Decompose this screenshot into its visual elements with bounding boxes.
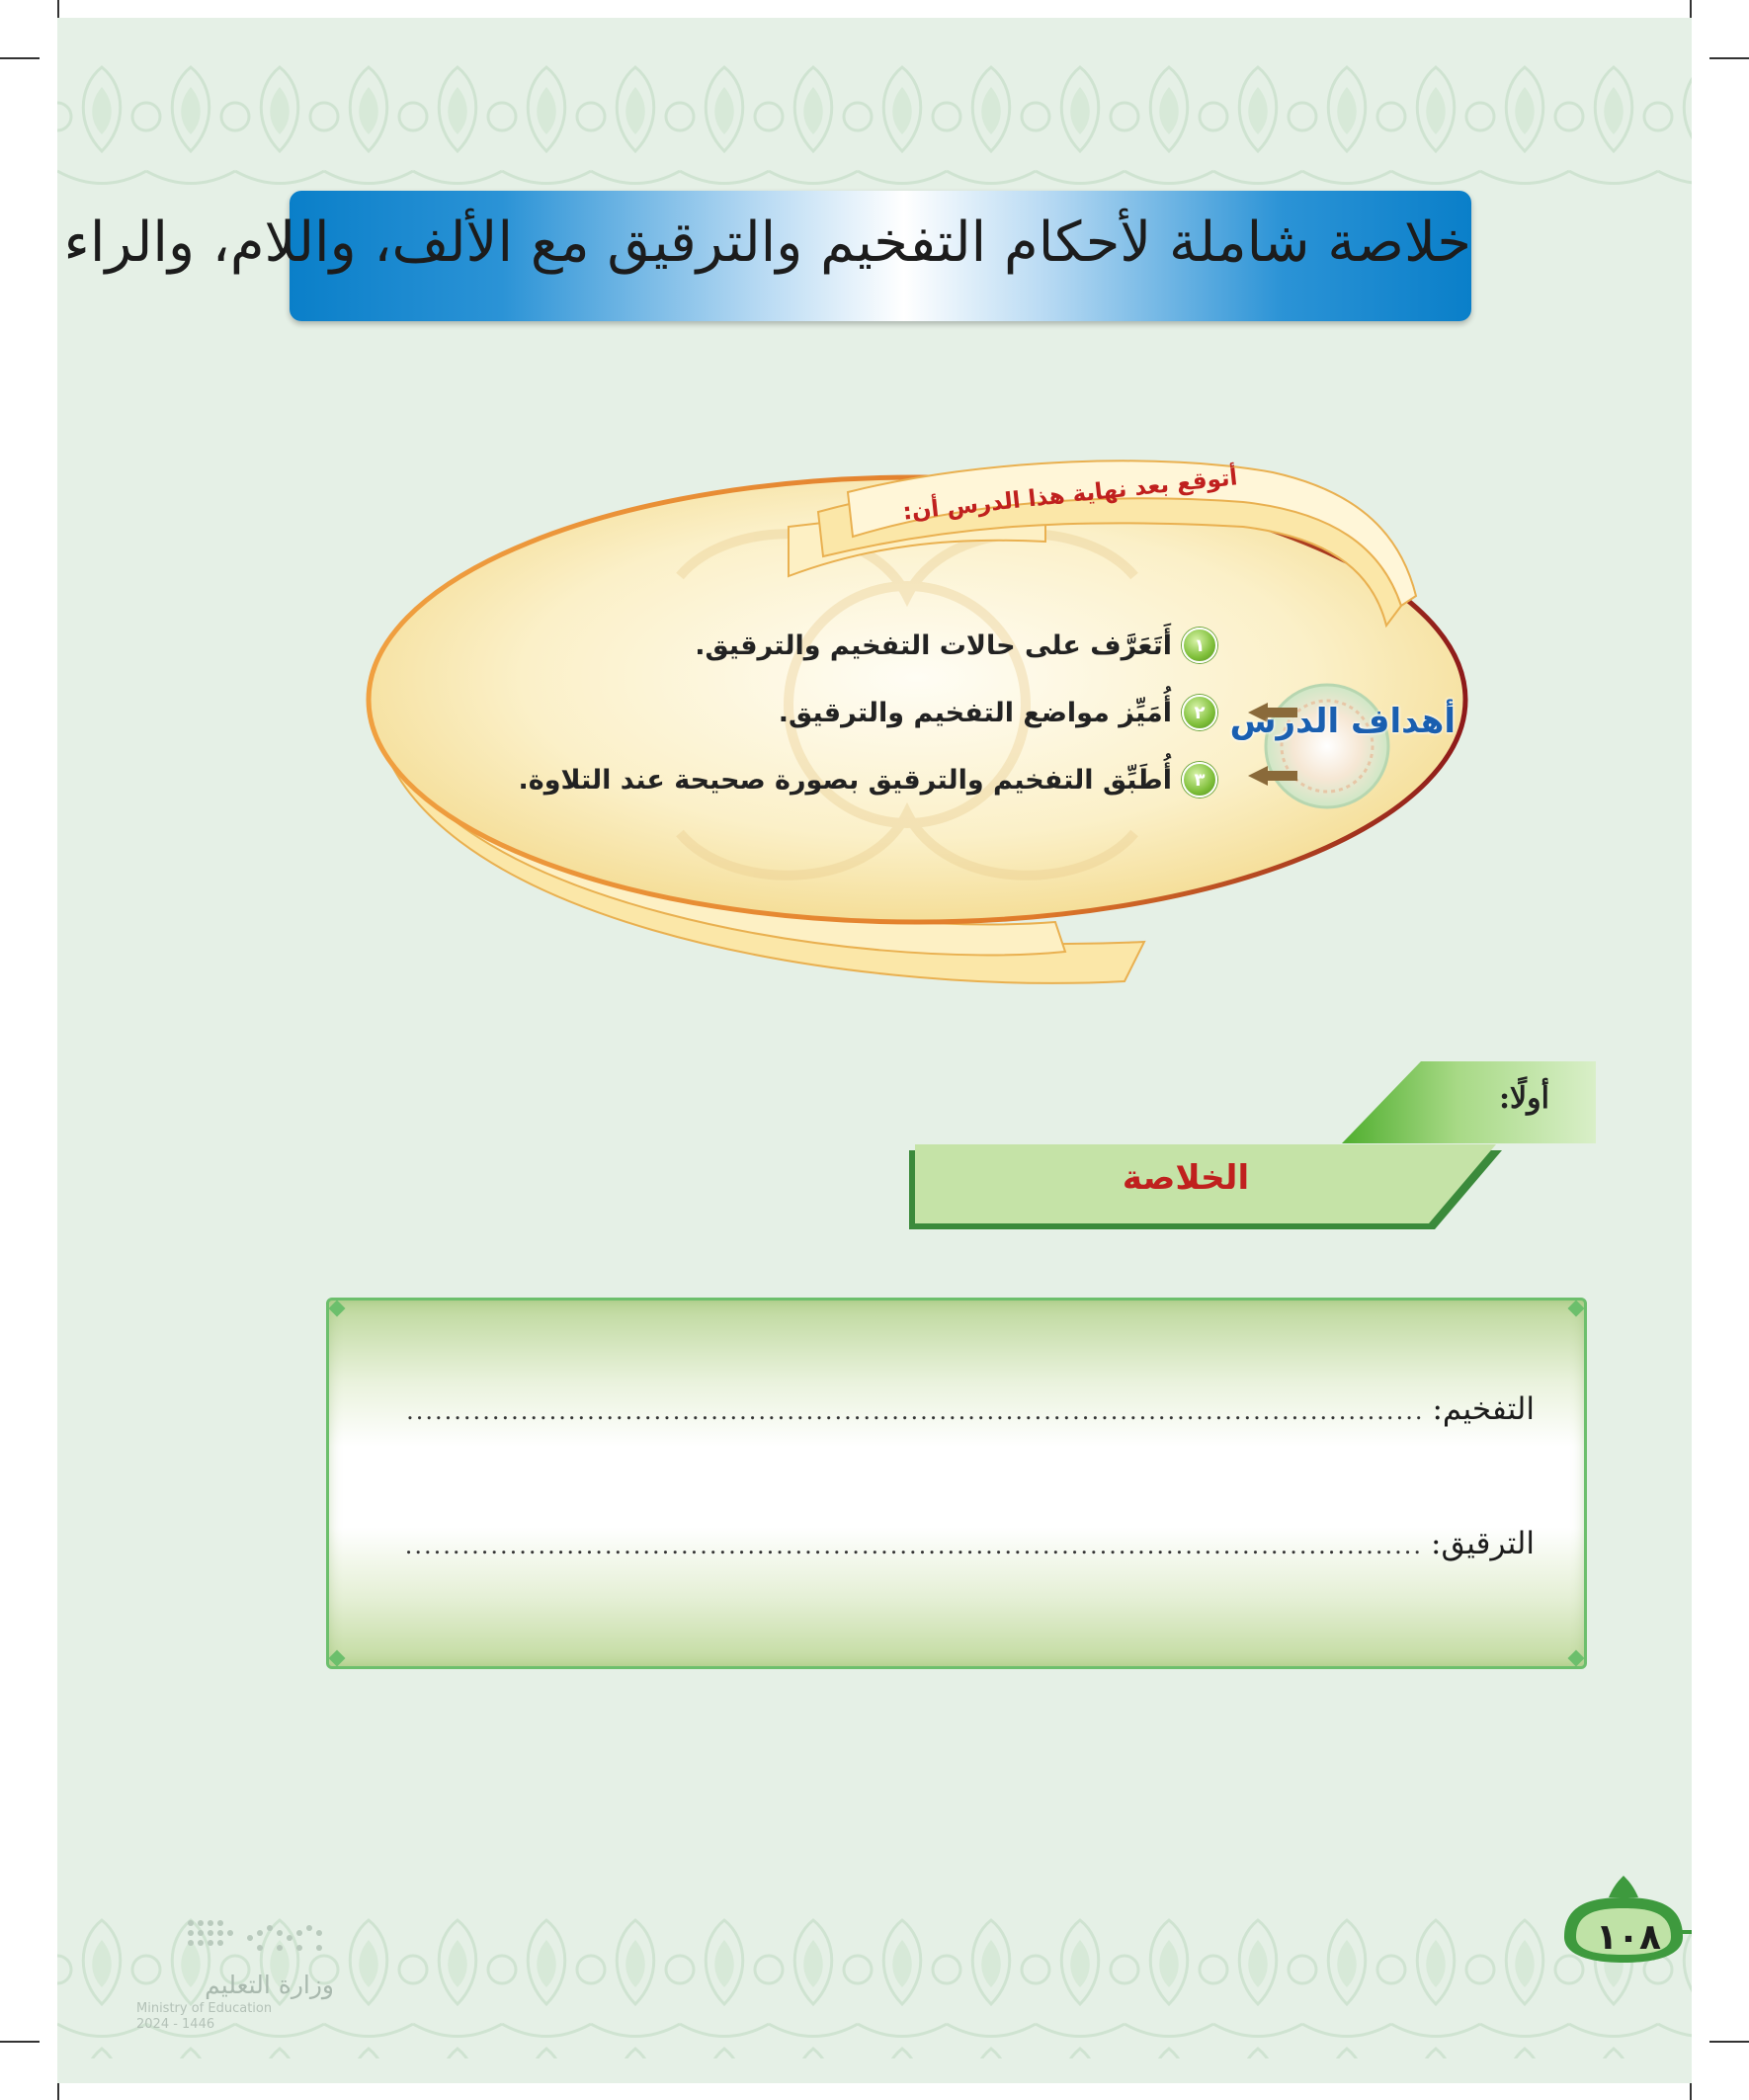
ministry-logo [136, 1913, 334, 2032]
goal-item [695, 628, 1217, 663]
crop-mark [0, 2041, 40, 2043]
ministry-name-en: Ministry of Education [136, 2001, 273, 2016]
goals-intro: أتوقع بعد نهاية هذا الدرس أن: [901, 464, 1239, 526]
lesson-title: خلاصة شاملة لأحكام التفخيم والترقيق مع الألف، واللام، والراء [63, 210, 1471, 275]
goal-number-badge: ١ [1182, 628, 1217, 663]
top-ornament-band [57, 57, 1692, 206]
textbook-page [57, 18, 1692, 2083]
section-tab-label: أولًا: [1498, 1081, 1549, 1116]
corner-ornament [329, 1650, 346, 1667]
summary-row-tarqiq [369, 1526, 1535, 1561]
page-number-line [1678, 1925, 1692, 1939]
section-heading: الخلاصة [1122, 1158, 1250, 1198]
summary-row-tafkhim [369, 1391, 1535, 1427]
corner-ornament [1568, 1301, 1585, 1317]
summary-label: الترقيق: [1431, 1526, 1535, 1561]
goal-item [779, 695, 1217, 730]
crop-mark [1709, 2041, 1749, 2043]
corner-ornament [1568, 1650, 1585, 1667]
goal-number-badge: ٣ [1182, 762, 1217, 798]
summary-box [326, 1298, 1587, 1669]
goal-number-badge: ٢ [1182, 695, 1217, 730]
goals-label: أهداف الدرس [1229, 702, 1456, 741]
ministry-emblem-icon [181, 1913, 339, 1963]
ministry-name-ar: وزارة التعليم [205, 1971, 334, 1999]
fill-in-blank[interactable]: ........................................................................................................... [404, 1532, 1423, 1559]
goal-item [519, 762, 1218, 798]
crop-mark [1709, 57, 1749, 59]
goal-text: أُمَيِّز مواضع التفخيم والترقيق. [778, 697, 1172, 728]
goals-ellipse-graphic [354, 458, 1490, 1031]
corner-ornament [329, 1301, 346, 1317]
fill-in-blank[interactable]: ........................................................................................................... [406, 1397, 1425, 1425]
crop-mark [0, 57, 40, 59]
goal-text: أَتَعَرَّف على حالات التفخيم والترقيق. [695, 630, 1172, 661]
goal-text: أُطَبِّق التفخيم والترقيق بصورة صحيحة عند التلاوة. [518, 764, 1172, 796]
lesson-title-bar [63, 191, 1471, 321]
summary-label: التفخيم: [1432, 1391, 1535, 1427]
page-number: ١٠٨ [1596, 1917, 1661, 1958]
edition-year: 2024 - 1446 [136, 2017, 215, 2032]
